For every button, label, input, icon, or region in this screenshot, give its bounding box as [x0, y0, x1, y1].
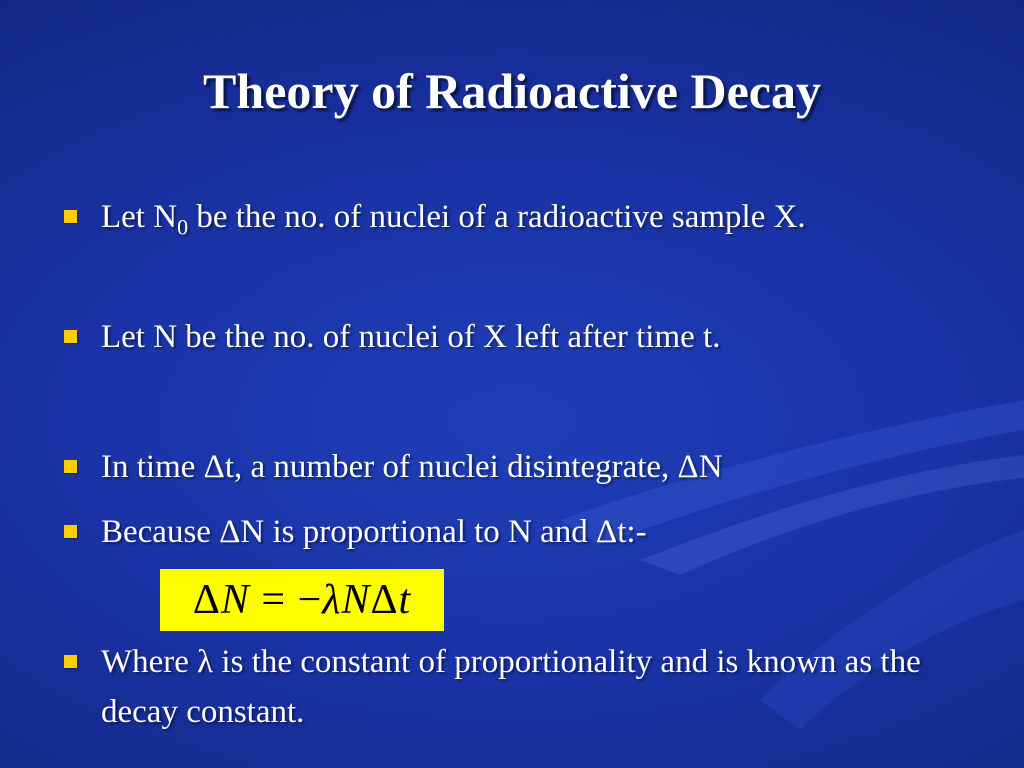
bullet-item-2	[64, 312, 984, 362]
decay-equation: Δ N = − λ N Δ t	[160, 569, 444, 631]
bullet-text-2: Let N be the no. of nuclei of X left after time t.	[101, 319, 721, 355]
bullet-square-icon	[64, 525, 77, 538]
bullet-item-5	[64, 637, 984, 737]
subscript-zero: 0	[177, 214, 189, 240]
bullet-item-3	[64, 442, 984, 492]
bullet-text-5: Where λ is the constant of proportionality and is known as the decay constant.	[101, 644, 921, 730]
slide-title: Theory of Radioactive Decay	[203, 63, 821, 119]
bullet-square-icon	[64, 460, 77, 473]
bullet-text-4: Because ΔN is proportional to N and Δt:-	[101, 514, 647, 550]
bullet-text-1: Let $N_0$ be the no. of nuclei of a radioactive sample X.	[101, 199, 806, 240]
bullet-text-3: In time Δt, a number of nuclei disintegrate, ΔN	[101, 449, 723, 485]
bullet-item-4	[64, 507, 984, 557]
bullet-item-1	[64, 192, 984, 242]
bullet-square-icon	[64, 330, 77, 343]
bullet-square-icon	[64, 210, 77, 223]
bullet-square-icon	[64, 655, 77, 668]
